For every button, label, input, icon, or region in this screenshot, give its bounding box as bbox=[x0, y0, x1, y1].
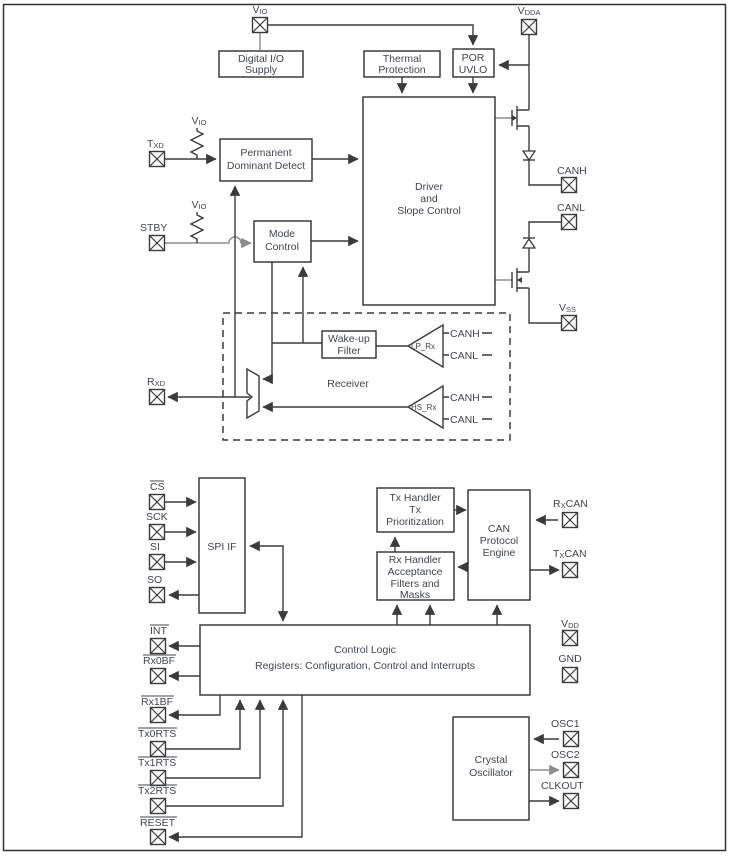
pin-label-rxd: RXD bbox=[147, 376, 166, 388]
wire-tx1rts-controllogic bbox=[166, 700, 260, 778]
high-side-mosfet bbox=[495, 106, 529, 130]
pin-vdd bbox=[563, 631, 578, 646]
block-label: Crystal bbox=[474, 754, 508, 766]
pin-si bbox=[150, 555, 165, 570]
pullup-label-vio: VIO bbox=[191, 115, 207, 127]
block-label: Digital I/O bbox=[237, 53, 285, 65]
lp-rx-label: LP_Rx bbox=[411, 342, 436, 351]
pin-label-rxcan: RXCAN bbox=[553, 498, 588, 510]
pin-label-sck: SCK bbox=[146, 511, 168, 523]
hs-rx-canl-label: CANL bbox=[450, 414, 479, 426]
mosfet-body-arrow bbox=[512, 115, 517, 121]
block-label: Thermal bbox=[382, 53, 422, 65]
pin-tx0rts bbox=[151, 742, 166, 757]
diode-triangle bbox=[523, 239, 535, 248]
pin-label-osc2: OSC2 bbox=[551, 749, 580, 761]
pullup-resistor-stby bbox=[191, 212, 203, 243]
block-label: POR bbox=[461, 52, 485, 64]
canl-diode bbox=[523, 238, 535, 272]
block-label: Protection bbox=[378, 64, 426, 76]
pullup-label-vio: VIO bbox=[191, 199, 207, 211]
block-label: Dominant Detect bbox=[226, 160, 306, 172]
hs-rx-label: HS_Rx bbox=[411, 403, 437, 412]
diode-triangle bbox=[523, 151, 535, 160]
pin-vdda bbox=[522, 20, 537, 35]
block-label: Driver bbox=[415, 181, 443, 193]
block-label: Permanent bbox=[240, 147, 292, 159]
block-label: Acceptance bbox=[387, 566, 443, 578]
block-label: and bbox=[420, 193, 438, 205]
pin-cs bbox=[150, 495, 165, 510]
net-canl bbox=[529, 222, 561, 238]
pin-rxcan bbox=[563, 513, 578, 528]
pin-txcan bbox=[563, 563, 578, 578]
pin-clkout bbox=[564, 794, 579, 809]
pin-label-so: SO bbox=[147, 574, 163, 586]
pin-label-osc1: OSC1 bbox=[551, 718, 580, 730]
block-label: Protocol bbox=[479, 535, 519, 547]
lp-rx-canh-label: CANH bbox=[450, 328, 480, 340]
pin-label-stby: STBY bbox=[140, 222, 168, 234]
wire-controllogic-reset bbox=[169, 695, 302, 837]
wire-spi-controllogic bbox=[250, 546, 283, 621]
block-label: Rx Handler bbox=[388, 554, 442, 566]
wire-controllogic-rx1bf bbox=[169, 695, 220, 715]
pin-label-cs: CS bbox=[150, 481, 165, 493]
pin-osc1 bbox=[564, 732, 579, 747]
pin-gnd bbox=[563, 668, 578, 683]
block-label: Engine bbox=[482, 547, 516, 559]
block-label: Mode bbox=[268, 228, 296, 240]
block-label: Filter bbox=[337, 345, 361, 357]
pin-label-vio: VIO bbox=[252, 4, 268, 16]
pin-vss bbox=[562, 316, 577, 331]
pin-rxd bbox=[150, 390, 165, 405]
block-label: Prioritization bbox=[386, 516, 444, 528]
pin-label-vdda: VDDA bbox=[517, 5, 541, 17]
pin-txd bbox=[150, 152, 165, 167]
pin-label-canl: CANL bbox=[557, 202, 586, 214]
pin-rx0bf bbox=[151, 669, 166, 684]
net-vss bbox=[529, 288, 561, 323]
block-label: Tx bbox=[409, 504, 421, 516]
block-label: Masks bbox=[399, 589, 431, 601]
pin-osc2 bbox=[564, 763, 579, 778]
receiver-label: Receiver bbox=[327, 378, 369, 390]
pin-label-gnd: GND bbox=[558, 653, 582, 665]
wire-modecontrol-mux bbox=[263, 262, 272, 379]
pin-tx1rts bbox=[151, 771, 166, 786]
pin-rx1bf bbox=[151, 708, 166, 723]
wire-stby-modecontrol bbox=[165, 237, 251, 243]
pin-label-canh: CANH bbox=[557, 165, 587, 177]
pin-label-txd: TXD bbox=[147, 138, 164, 150]
pin-sck bbox=[150, 525, 165, 540]
mosfet-body-arrow bbox=[517, 277, 522, 283]
pullup-resistor-txd bbox=[191, 128, 203, 159]
block-label: Wake-up bbox=[328, 333, 370, 345]
canh-diode bbox=[523, 126, 535, 160]
hs-rx-canh-label: CANH bbox=[450, 392, 480, 404]
pin-label-reset: RESET bbox=[140, 817, 176, 829]
pin-label-si: SI bbox=[150, 541, 160, 553]
pin-canh bbox=[562, 178, 577, 193]
pin-int bbox=[151, 639, 166, 654]
pin-vio bbox=[253, 18, 268, 33]
pin-label-rx1bf: Rx1BF bbox=[141, 696, 174, 708]
lp-rx-canl-label: CANL bbox=[450, 350, 479, 362]
block-label: UVLO bbox=[458, 64, 488, 76]
pin-label-tx1rts: Tx1RTS bbox=[138, 757, 177, 769]
block-label: Control Logic bbox=[334, 644, 396, 656]
block-label: Tx Handler bbox=[389, 492, 441, 504]
low-side-mosfet bbox=[495, 268, 529, 292]
pin-label-txcan: TXCAN bbox=[553, 548, 587, 560]
block-label: CAN bbox=[487, 523, 511, 535]
block-label: Oscillator bbox=[469, 767, 513, 779]
pin-canl bbox=[562, 215, 577, 230]
block-label: SPI IF bbox=[207, 541, 237, 553]
pin-so bbox=[150, 588, 165, 603]
pin-reset bbox=[151, 830, 166, 845]
wire-vio-poruvlo bbox=[268, 25, 473, 45]
pin-label-rx0bf: Rx0BF bbox=[143, 655, 176, 667]
pin-label-vdd: VDD bbox=[561, 618, 579, 630]
pin-label-tx0rts: Tx0RTS bbox=[138, 728, 177, 740]
block-label: Slope Control bbox=[397, 205, 461, 217]
block-label: Filters and bbox=[390, 578, 440, 590]
pin-label-int: INT bbox=[150, 625, 167, 637]
rx-mux bbox=[247, 369, 259, 418]
pin-tx2rts bbox=[151, 799, 166, 814]
pin-label-tx2rts: Tx2RTS bbox=[138, 785, 177, 797]
wire-tx0rts-controllogic bbox=[166, 700, 240, 749]
block-label: Supply bbox=[244, 64, 278, 76]
block-label: Registers: Configuration, Control and Interrupts bbox=[254, 660, 476, 672]
block-label: Control bbox=[265, 241, 299, 253]
wire-tx2rts-controllogic bbox=[166, 700, 283, 806]
pin-stby bbox=[150, 236, 165, 251]
pin-label-vss: VSS bbox=[559, 302, 577, 314]
pin-label-clkout: CLKOUT bbox=[541, 780, 584, 792]
mosfet-stubs bbox=[517, 110, 529, 126]
